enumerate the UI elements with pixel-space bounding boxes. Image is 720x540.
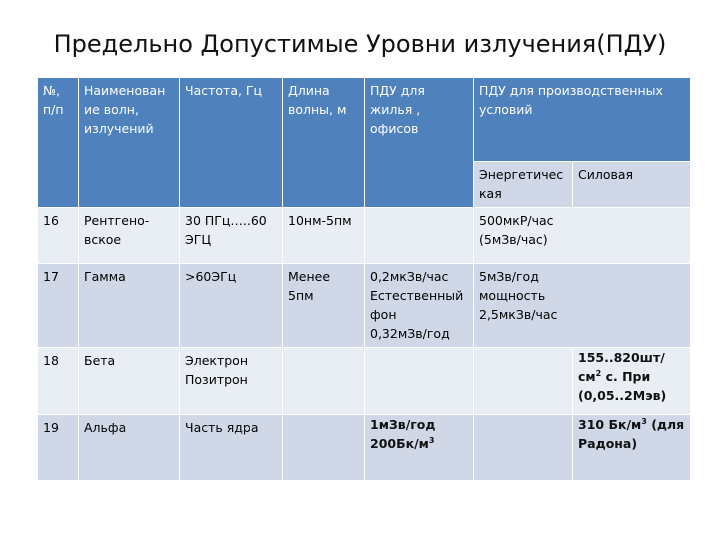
row-name: Бета — [79, 348, 180, 415]
row-wavelength — [283, 348, 365, 415]
row-num: 16 — [38, 208, 79, 264]
power-line-1b: (для — [651, 417, 685, 432]
pdu-home-line-1: 1мЗв/год — [370, 417, 436, 432]
header-num: №, п/п — [38, 78, 79, 208]
row-name: Гамма — [79, 264, 180, 348]
pdu-home-line-2: 200Бк/м — [370, 436, 429, 451]
row-name: Рентгено- вское — [79, 208, 180, 264]
table-row — [38, 415, 691, 481]
row-pdu-home — [365, 415, 474, 481]
power-line-2a: см — [578, 369, 596, 384]
pdu-home-line-2-sup: 3 — [428, 435, 435, 445]
row-power — [573, 415, 691, 481]
row-num: 17 — [38, 264, 79, 348]
header-row — [38, 78, 691, 162]
row-pdu-home — [365, 208, 474, 264]
header-frequency: Частота, Гц — [180, 78, 283, 208]
row-energy — [474, 348, 573, 415]
pdu-table — [37, 77, 691, 481]
header-name: Наименован ие волн, излучений — [79, 78, 180, 208]
power-line-3: (0,05..2Мэв) — [578, 388, 667, 403]
power-line-2: Радона) — [578, 436, 638, 451]
power-line-1-sup: 3 — [641, 416, 647, 426]
row-pdu-home: 0,2мкЗв/час Естественный фон 0,32мЗв/год — [365, 264, 474, 348]
row-wavelength: Менее 5пм — [283, 264, 365, 348]
power-line-2-sup: 2 — [595, 368, 602, 378]
header-wavelength: Длина волны, м — [283, 78, 365, 208]
row-energy: 5мЗв/год мощность 2,5мкЗв/час — [474, 264, 691, 348]
header-pdu-industrial: ПДУ для производственных условий — [474, 78, 691, 162]
table-row — [38, 208, 691, 264]
row-num: 18 — [38, 348, 79, 415]
slide-title: Предельно Допустимые Уровни излучения(ПДУ) — [53, 30, 667, 58]
power-line-1a: 310 Бк/м — [578, 417, 642, 432]
table-row — [38, 264, 691, 348]
row-pdu-home — [365, 348, 474, 415]
table-row — [38, 348, 691, 415]
row-wavelength — [283, 415, 365, 481]
subheader-power: Силовая — [573, 162, 691, 208]
row-wavelength: 10нм-5пм — [283, 208, 365, 264]
power-line-1: 155..820шт/ — [578, 350, 665, 365]
row-energy — [474, 415, 573, 481]
power-line-2b: с. При — [601, 369, 651, 384]
header-pdu-home: ПДУ для жилья , офисов — [365, 78, 474, 208]
subheader-energy: Энергетичес кая — [474, 162, 573, 208]
row-name: Альфа — [79, 415, 180, 481]
row-energy: 500мкР/час (5мЗв/час) — [474, 208, 691, 264]
row-power — [573, 348, 691, 415]
row-num: 19 — [38, 415, 79, 481]
row-frequency: Часть ядра — [180, 415, 283, 481]
row-frequency: Электрон Позитрон — [180, 348, 283, 415]
row-frequency: 30 ПГц…..60 ЭГЦ — [180, 208, 283, 264]
row-frequency: >60ЭГц — [180, 264, 283, 348]
